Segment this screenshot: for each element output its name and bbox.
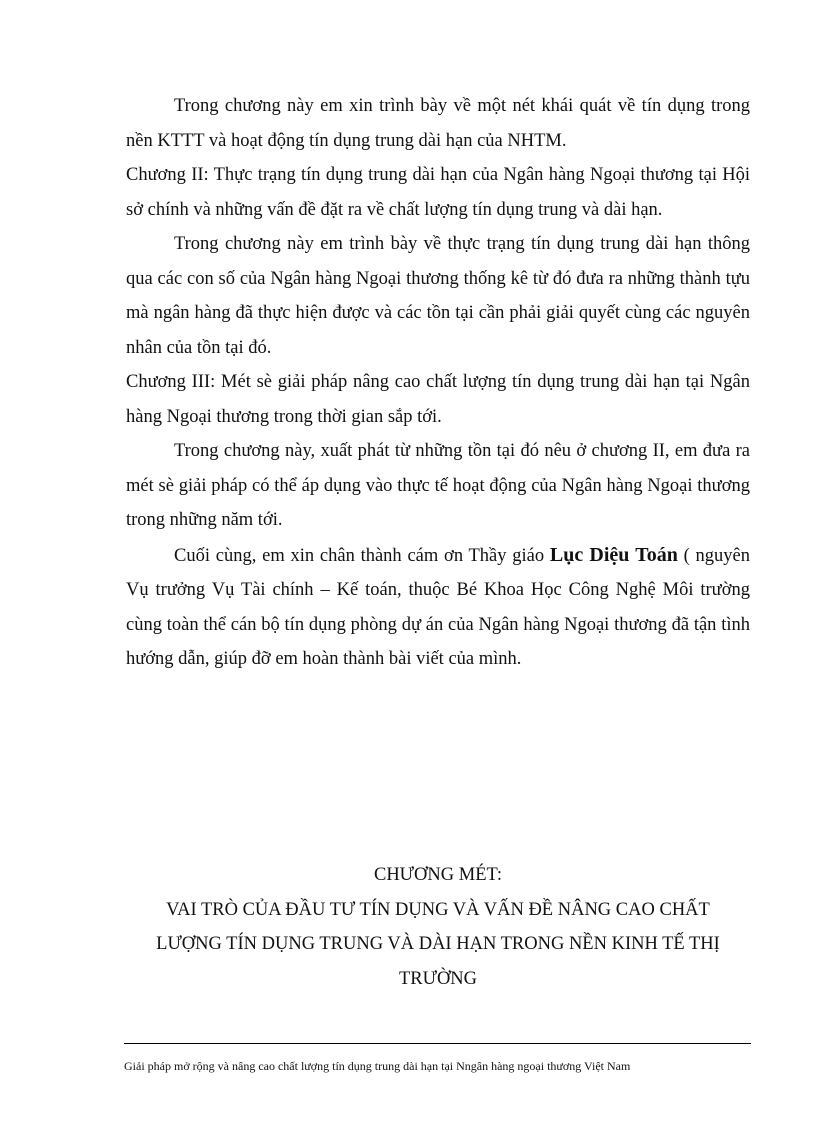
body-text xyxy=(126,89,750,677)
paragraph-acknowledgement xyxy=(126,538,750,677)
paragraph-chapter-3-title: Chương III: Mét sè giải pháp nâng cao chất lượng tín dụng trung dài hạn tại Ngân hàng Ngoại thương trong thời gian sắp tới. xyxy=(126,372,750,427)
paragraph-intro-chapter-3: Trong chương này, xuất phát từ những tồn tại đó nêu ở chương II, em đưa ra mét sè giải pháp có thể áp dụng vào thực tế hoạt động của Ngân hàng Ngoại thương trong những năm tới. xyxy=(126,441,750,530)
acknowledgement-after: ( nguyên Vụ trưởng Vụ Tài chính – Kế toán, thuộc Bé Khoa Học Công Nghệ Môi trường cùng toàn thể cán bộ tín dụng phòng dự án của Ngân hàng Ngoại thương đã tận tình hướng dẫn, giúp đỡ em hoàn thành bài viết của mình. xyxy=(126,545,750,669)
chapter-title-line: VAI TRÒ CỦA ĐẦU TƯ TÍN DỤNG VÀ VẤN ĐỀ NÂNG CAO CHẤT xyxy=(166,899,710,920)
acknowledgement-before: Cuối cùng, em xin chân thành cám ơn Thầy giáo xyxy=(174,545,550,566)
chapter-label: CHƯƠNG MÉT: xyxy=(373,865,503,885)
footer-text: Giải pháp mở rộng và nâng cao chất lượng tín dụng trung dài hạn tại Nngân hàng ngoại thương Việt Nam xyxy=(124,1059,631,1073)
chapter-title-line: TRƯỜNG xyxy=(398,968,478,989)
chapter-title-line: LƯỢNG TÍN DỤNG TRUNG VÀ DÀI HẠN TRONG NỀN KINH TẾ THỊ xyxy=(156,934,720,954)
chapter-heading xyxy=(126,858,750,996)
paragraph-chapter-2-title: Chương II: Thực trạng tín dụng trung dài hạn của Ngân hàng Ngoại thương tại Hội sở chính và những vấn đề đặt ra về chất lượng tín dụng trung và dài hạn. xyxy=(126,165,750,220)
paragraph-intro-chapter-1: Trong chương này em xin trình bày về một nét khái quát về tín dụng trong nền KTTT và hoạt động tín dụng trung dài hạn của NHTM. xyxy=(126,96,750,151)
footer-divider xyxy=(124,1043,751,1044)
advisor-name: Lục Diệu Toán xyxy=(549,543,678,566)
paragraph-intro-chapter-2: Trong chương này em trình bày về thực trạng tín dụng trung dài hạn thông qua các con số của Ngân hàng Ngoại thương thống kê từ đó đưa ra những thành tựu mà ngân hàng đã thực hiện được và các tồn tại cần phải giải quyết cùng các nguyên nhân của tồn tại đó. xyxy=(126,234,750,358)
